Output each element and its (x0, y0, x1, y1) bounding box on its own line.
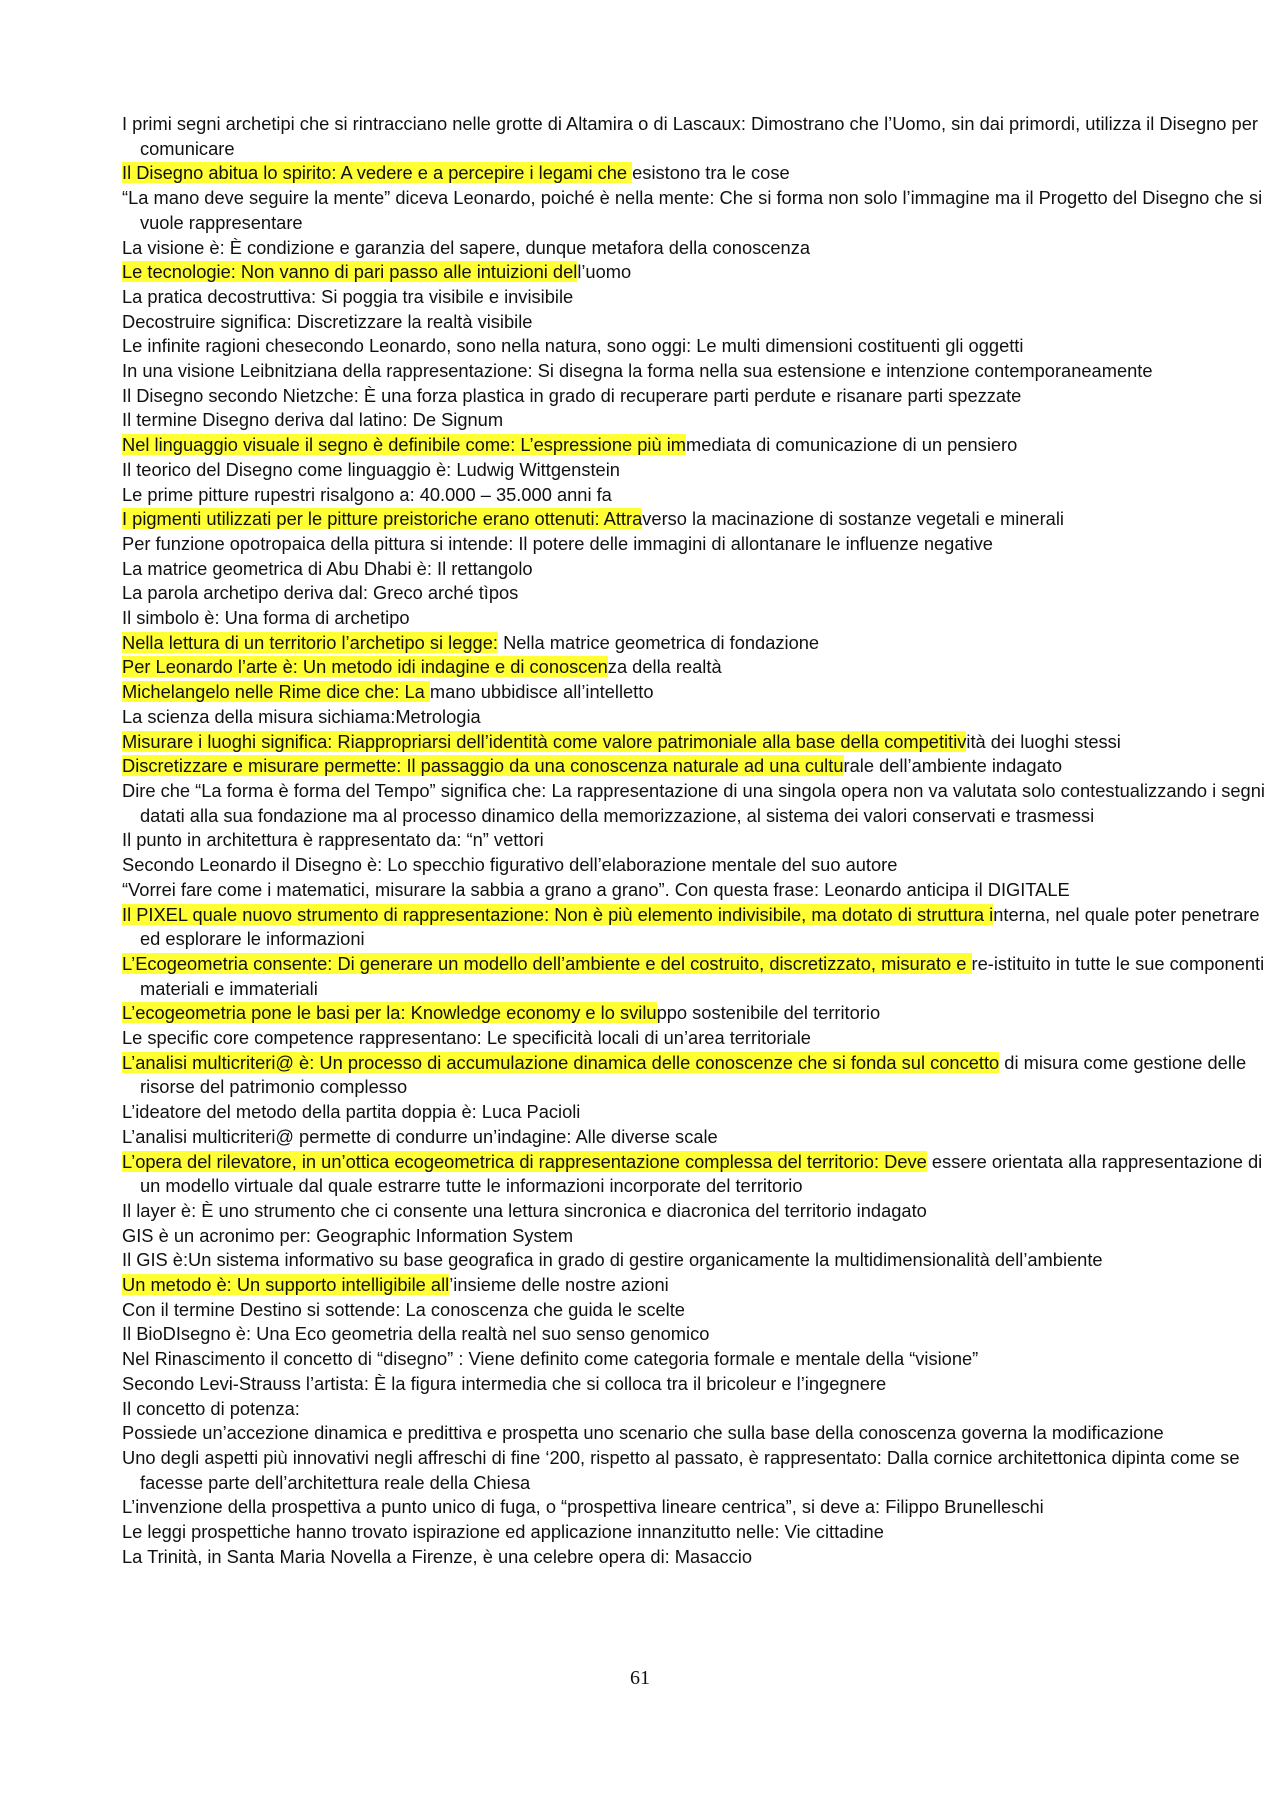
plain-text: La pratica decostruttiva: Si poggia tra visibile e invisibile (122, 285, 574, 307)
text-line (122, 359, 1272, 384)
plain-text: Il termine Disegno deriva dal latino: De Signum (122, 409, 504, 431)
text-line (122, 186, 1272, 235)
plain-text: verso la macinazione di sostanze vegetali e minerali (642, 508, 1064, 530)
plain-text: esistono tra le cose (632, 162, 790, 184)
text-line (122, 1026, 1272, 1051)
plain-text: Per funzione opotropaica della pittura si intende: Il potere delle immagini di allontanare le influenze negative (122, 532, 993, 554)
text-line (122, 161, 1272, 186)
plain-text: Il teorico del Disegno come linguaggio è: Ludwig Wittgenstein (122, 458, 620, 480)
text-line (122, 606, 1272, 631)
plain-text: L’ideatore del metodo della partita doppia è: Luca Pacioli (122, 1101, 581, 1123)
plain-text: di misura come gestione delle risorse del patrimonio complesso (140, 1051, 1247, 1098)
plain-text: Il Disegno secondo Nietzche: È una forza plastica in grado di recuperare parti perdute e risanare parti spezzate (122, 384, 1022, 406)
text-line (122, 507, 1272, 532)
plain-text: La scienza della misura sichiama:Metrologia (122, 705, 481, 727)
text-line (122, 236, 1272, 261)
plain-text: Le infinite ragioni chesecondo Leonardo, sono nella natura, sono oggi: Le multi dimensioni costituenti gli oggetti (122, 335, 1024, 357)
document-text-body (122, 112, 1272, 1569)
text-line (122, 1347, 1272, 1372)
highlighted-text: Nel linguaggio visuale il segno è definibile come: L’espressione più im (122, 434, 687, 456)
highlighted-text: Nella lettura di un territorio l’archetipo si legge: (122, 631, 498, 653)
text-line (122, 1224, 1272, 1249)
text-line (122, 1298, 1272, 1323)
highlighted-text: L’Ecogeometria consente: Di generare un modello dell’ambiente e del costruito, discretizzato, misurato e (122, 952, 972, 974)
highlighted-text: I pigmenti utilizzati per le pitture preistoriche erano ottenuti: Attra (122, 508, 643, 530)
plain-text: Il layer è: È uno strumento che ci consente una lettura sincronica e diacronica del territorio indagato (122, 1199, 927, 1221)
text-line (122, 458, 1272, 483)
plain-text: L’analisi multicriteri@ permette di condurre un’indagine: Alle diverse scale (122, 1125, 718, 1147)
plain-text: GIS è un acronimo per: Geographic Information System (122, 1224, 574, 1246)
text-line (122, 754, 1272, 779)
highlighted-text: Discretizzare e misurare permette: Il passaggio da una conoscenza naturale ad una cultu (122, 755, 844, 777)
text-line (122, 655, 1272, 680)
plain-text: L’invenzione della prospettiva a punto unico di fuga, o “prospettiva lineare centrica”, si deve a: Filippo Brunelleschi (122, 1496, 1044, 1518)
text-line (122, 1199, 1272, 1224)
text-line (122, 1446, 1272, 1495)
plain-text: La visione è: È condizione e garanzia del sapere, dunque metafora della conoscenza (122, 236, 811, 258)
plain-text: Decostruire significa: Discretizzare la realtà visibile (122, 310, 533, 332)
text-line (122, 1273, 1272, 1298)
plain-text: mediata di comunicazione di un pensiero (686, 434, 1018, 456)
highlighted-text: Un metodo è: Un supporto intelligibile all (122, 1274, 450, 1296)
plain-text: Le prime pitture rupestri risalgono a: 40.000 – 35.000 anni fa (122, 483, 612, 505)
text-line (122, 1001, 1272, 1026)
text-line (122, 705, 1272, 730)
highlighted-text: Le tecnologie: Non vanno di pari passo alle intuizioni del (122, 261, 578, 283)
text-line (122, 532, 1272, 557)
text-line (122, 730, 1272, 755)
plain-text: ppo sostenibile del territorio (656, 1002, 881, 1024)
text-line (122, 1520, 1272, 1545)
text-line (122, 1322, 1272, 1347)
highlighted-text: L’opera del rilevatore, in un’ottica ecogeometrica di rappresentazione complessa del territorio: Deve (122, 1150, 927, 1172)
plain-text: re-istituito in tutte le sue componenti materiali e immateriali (140, 952, 1265, 999)
highlighted-text: L’analisi multicriteri@ è: Un processo di accumulazione dinamica delle conoscenze che si fonda sul concetto (122, 1051, 1000, 1073)
plain-text: Il concetto di potenza: (122, 1397, 300, 1419)
text-line (122, 1372, 1272, 1397)
plain-text: Il punto in architettura è rappresentato da: “n” vettori (122, 829, 544, 851)
text-line (122, 1150, 1272, 1199)
plain-text: Con il termine Destino si sottende: La conoscenza che guida le scelte (122, 1298, 685, 1320)
text-line (122, 285, 1272, 310)
plain-text: In una visione Leibnitziana della rappresentazione: Si disegna la forma nella sua estensione e intenzione contemporaneamente (122, 360, 1153, 382)
plain-text: ità dei luoghi stessi (966, 730, 1121, 752)
plain-text: Le leggi prospettiche hanno trovato ispirazione ed applicazione innanzitutto nelle: Vie cittadine (122, 1521, 884, 1543)
text-line (122, 310, 1272, 335)
highlighted-text: L’ecogeometria pone le basi per la: Knowledge economy e lo svilu (122, 1002, 657, 1024)
plain-text: za della realtà (607, 656, 722, 678)
plain-text: “La mano deve seguire la mente” diceva Leonardo, poiché è nella mente: Che si forma non solo l’immagine ma il Progetto del Disegno che si vuole rappresentare (122, 187, 1263, 233)
text-line (122, 779, 1272, 828)
text-line (122, 557, 1272, 582)
plain-text: La Trinità, in Santa Maria Novella a Firenze, è una celebre opera di: Masaccio (122, 1545, 753, 1567)
plain-text: mano ubbidisce all’intelletto (429, 681, 654, 703)
text-line (122, 853, 1272, 878)
plain-text: Uno degli aspetti più innovativi negli affreschi di fine ‘200, rispetto al passato, è rappresentato: Dalla cornice architettonica dipinta come se facesse parte dell’architettura reale della Chiesa (122, 1446, 1240, 1493)
text-line (122, 1248, 1272, 1273)
plain-text: Dire che “La forma è forma del Tempo” significa che: La rappresentazione di una singola opera non va valutata solo contestualizzando i segni datati alla sua fondazione ma al processo dinamico della memorizzazione, al sistema dei valori conservati e trasmessi (122, 779, 1265, 826)
text-line (122, 952, 1272, 1001)
text-line (122, 1421, 1272, 1446)
text-line (122, 483, 1272, 508)
highlighted-text: Il Disegno abitua lo spirito: A vedere e a percepire i legami che (122, 162, 633, 184)
plain-text: essere orientata alla rappresentazione di un modello virtuale dal quale estrarre tutte le informazioni incorporate del territorio (140, 1150, 1263, 1197)
plain-text: Possiede un’accezione dinamica e predittiva e prospetta uno scenario che sulla base della conoscenza governa la modificazione (122, 1422, 1164, 1444)
text-line (122, 1051, 1272, 1100)
plain-text: Nella matrice geometrica di fondazione (497, 631, 820, 653)
plain-text: Secondo Leonardo il Disegno è: Lo specchio figurativo dell’elaborazione mentale del suo autore (122, 854, 898, 876)
text-line (122, 112, 1272, 161)
plain-text: Le specific core competence rappresentano: Le specificità locali di un’area territoriale (122, 1027, 811, 1049)
text-line (122, 334, 1272, 359)
plain-text: Il BioDIsegno è: Una Eco geometria della realtà nel suo senso genomico (122, 1323, 710, 1345)
highlighted-text: Per Leonardo l’arte è: Un metodo idi indagine e di conoscen (122, 656, 608, 678)
plain-text: Secondo Levi-Strauss l’artista: È la figura intermedia che si colloca tra il bricoleur e l’ingegnere (122, 1372, 887, 1394)
plain-text: l’uomo (577, 261, 632, 283)
plain-text: Il GIS è:Un sistema informativo su base geografica in grado di gestire organicamente la multidimensionalità dell’ambiente (122, 1249, 1103, 1271)
plain-text: Il simbolo è: Una forma di archetipo (122, 607, 410, 629)
plain-text: Nel Rinascimento il concetto di “disegno” : Viene definito come categoria formale e mentale della “visione” (122, 1348, 979, 1370)
highlighted-text: Il PIXEL quale nuovo strumento di rappresentazione: Non è più elemento indivisibile, ma dotato di struttura i (122, 903, 994, 925)
text-line (122, 1397, 1272, 1422)
plain-text: La parola archetipo deriva dal: Greco arché tìpos (122, 582, 519, 604)
plain-text: nterna, nel quale poter penetrare ed esplorare le informazioni (140, 903, 1260, 950)
text-line (122, 384, 1272, 409)
text-line (122, 903, 1272, 952)
plain-text: “Vorrei fare come i matematici, misurare la sabbia a grano a grano”. Con questa frase: Leonardo anticipa il DIGITALE (122, 878, 1070, 900)
page-number: 61 (630, 1667, 650, 1689)
text-line (122, 631, 1272, 656)
text-line (122, 408, 1272, 433)
plain-text: La matrice geometrica di Abu Dhabi è: Il rettangolo (122, 557, 533, 579)
text-line (122, 1125, 1272, 1150)
highlighted-text: Michelangelo nelle Rime dice che: La (122, 681, 430, 703)
text-line (122, 680, 1272, 705)
text-line (122, 878, 1272, 903)
text-line (122, 260, 1272, 285)
text-line (122, 828, 1272, 853)
highlighted-text: Misurare i luoghi significa: Riappropriarsi dell’identità come valore patrimoniale alla base della competitiv (122, 730, 967, 752)
text-line (122, 1100, 1272, 1125)
text-line (122, 581, 1272, 606)
plain-text: ’insieme delle nostre azioni (449, 1274, 669, 1296)
plain-text: I primi segni archetipi che si rintracciano nelle grotte di Altamira o di Lascaux: Dimostrano che l’Uomo, sin dai primordi, utilizza il Disegno per comunicare (122, 113, 1258, 159)
plain-text: rale dell’ambiente indagato (843, 755, 1063, 777)
text-line (122, 433, 1272, 458)
text-line (122, 1545, 1272, 1570)
text-line (122, 1495, 1272, 1520)
